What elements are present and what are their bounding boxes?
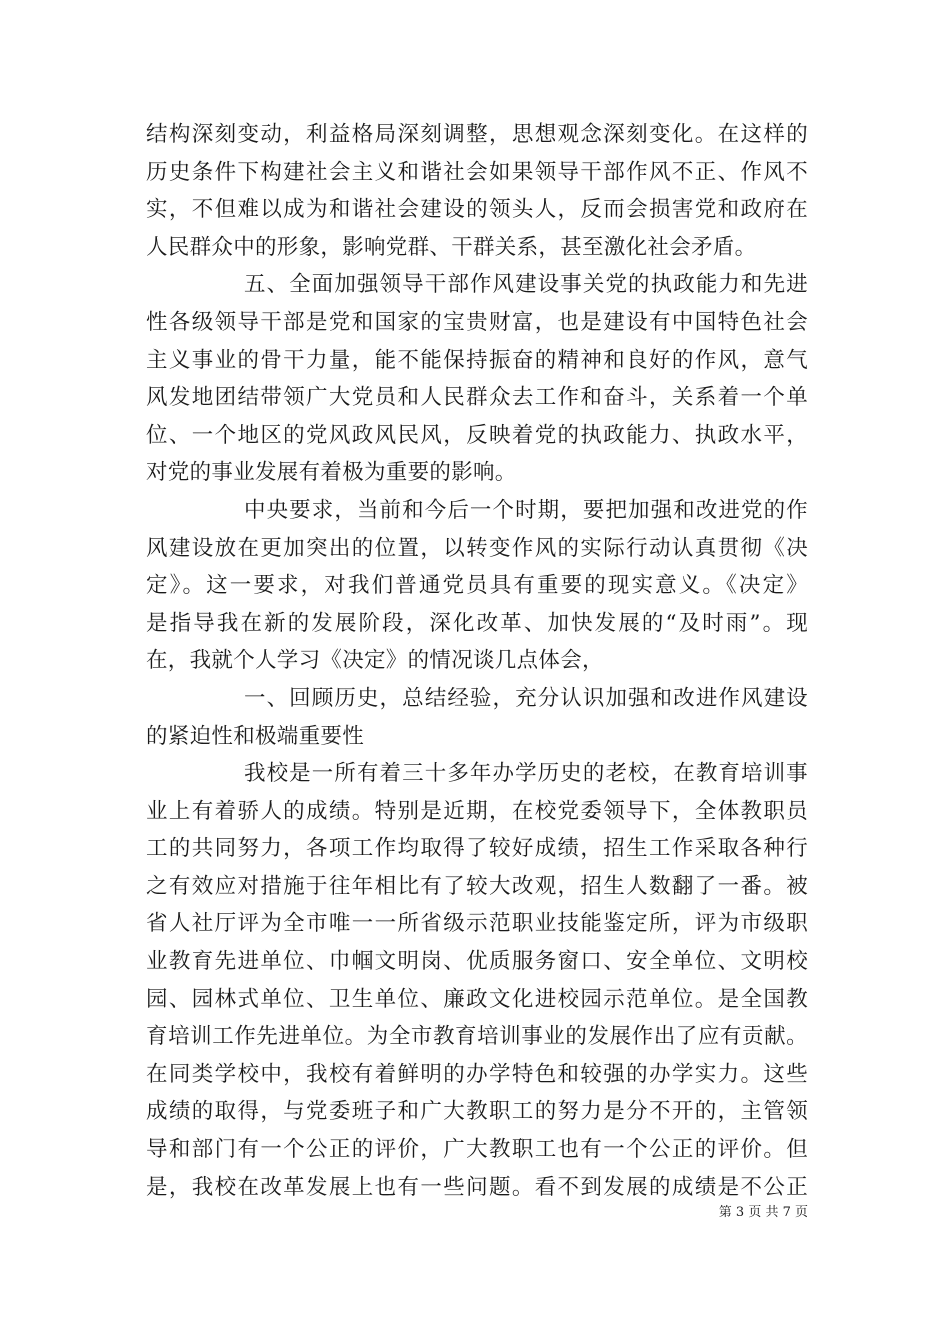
text-line: 结构深刻变动，利益格局深刻调整，思想观念深刻变化。在这样的 (146, 122, 808, 147)
text-line: 我校是一所有着三十多年办学历史的老校，在教育培训事 (244, 761, 808, 787)
text-line: 成绩的取得，与党委班子和广大教职工的努力是分不开的，主管领 (146, 1099, 808, 1125)
text-line: 业教育先进单位、巾帼文明岗、优质服务窗口、安全单位、文明校 (146, 949, 808, 975)
text-line: 业上有着骄人的成绩。特别是近期，在校党委领导下，全体教职员 (146, 798, 808, 824)
text-line: 之有效应对措施于往年相比有了较大改观，招生人数翻了一番。被 (146, 873, 808, 899)
text-line: 在，我就个人学习《决定》的情况谈几点体会， (146, 648, 604, 674)
text-line: 风建设放在更加突出的位置，以转变作风的实际行动认真贯彻《决 (146, 535, 808, 561)
text-line: 工的共同努力，各项工作均取得了较好成绩，招生工作采取各种行 (146, 836, 808, 862)
body-text (146, 116, 808, 1206)
text-line: 对党的事业发展有着极为重要的影响。 (146, 460, 517, 486)
text-line: 性各级领导干部是党和国家的宝贵财富，也是建设有中国特色社会 (146, 309, 808, 335)
text-line: 是，我校在改革发展上也有一些问题。看不到发展的成绩是不公正 (146, 1174, 808, 1200)
text-line: 位、一个地区的党风政风民风，反映着党的执政能力、执政水平， (146, 422, 808, 448)
text-line: 园、园林式单位、卫生单位、廉政文化进校园示范单位。是全国教 (146, 986, 808, 1012)
text-line: 省人社厅评为全市唯一一所省级示范职业技能鉴定所，评为市级职 (146, 911, 808, 937)
text-line: 历史条件下构建社会主义和谐社会如果领导干部作风不正、作风不 (146, 159, 808, 185)
text-line: 在同类学校中，我校有着鲜明的办学特色和较强的办学实力。这些 (146, 1061, 808, 1087)
text-line: 实，不但难以成为和谐社会建设的领头人，反而会损害党和政府在 (146, 197, 808, 223)
text-line: 育培训工作先进单位。为全市教育培训事业的发展作出了应有贡献。 (146, 1024, 808, 1050)
text-line: 一、回顾历史，总结经验，充分认识加强和改进作风建设 (244, 685, 808, 711)
text-line: 中央要求，当前和今后一个时期，要把加强和改进党的作 (244, 497, 808, 523)
text-line: 风发地团结带领广大党员和人民群众去工作和奋斗，关系着一个单 (146, 385, 808, 411)
page-number: 第 3 页 共 7 页 (718, 1205, 808, 1220)
text-line: 五、全面加强领导干部作风建设事关党的执政能力和先进 (244, 272, 808, 298)
text-line: 主义事业的骨干力量，能不能保持振奋的精神和良好的作风，意气 (146, 347, 808, 373)
text-line: 的紧迫性和极端重要性 (146, 723, 365, 749)
text-line: 人民群众中的形象，影响党群、干群关系，甚至激化社会矛盾。 (146, 234, 757, 260)
text-line: 导和部门有一个公正的评价，广大教职工也有一个公正的评价。但 (146, 1137, 808, 1163)
text-line: 定》。这一要求，对我们普通党员具有重要的现实意义。《决定》 (146, 573, 808, 599)
text-line: 是指导我在新的发展阶段，深化改革、加快发展的“及时雨”。现 (146, 610, 808, 636)
